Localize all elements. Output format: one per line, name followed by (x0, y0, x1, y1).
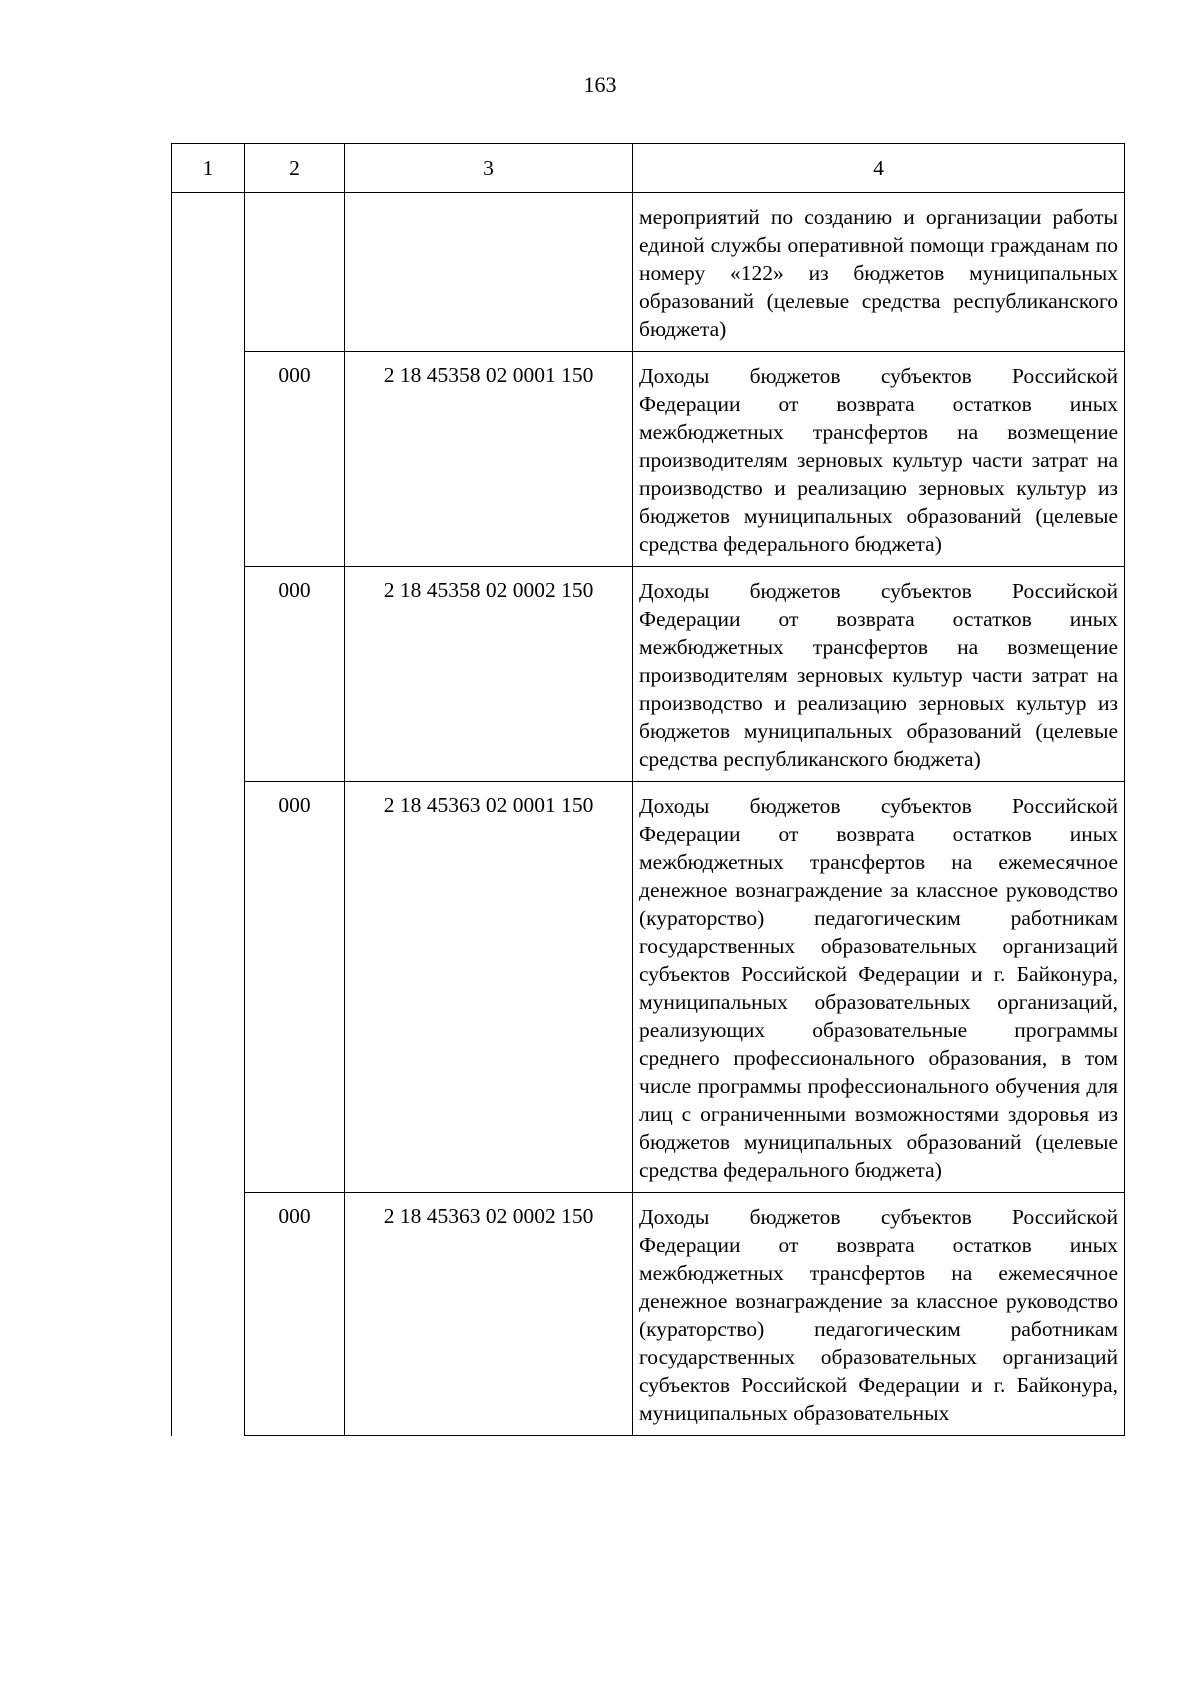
table-header-row (172, 144, 1125, 193)
table-cell-description: Доходы бюджетов субъектов Российской Федерации от возврата остатков иных межбюджетных трансфертов на возмещение производителям зерновых культур части затрат на производство и реализацию зерновых культур из бюджетов муниципальных образований (целевые средства федерального бюджета) (633, 352, 1125, 567)
page-number: 163 (583, 72, 617, 97)
table-row (172, 1193, 1125, 1436)
header-col-2: 2 (245, 144, 345, 193)
table-cell-description: Доходы бюджетов субъектов Российской Федерации от возврата остатков иных межбюджетных трансфертов на ежемесячное денежное вознаграждение за классное руководство (кураторство) педагогическим работникам государственных образовательных организаций субъектов Российской Федерации и г. Байконура, муниципальных образовательных (633, 1193, 1125, 1436)
table-row (172, 193, 1125, 352)
table-cell-admin-code: 000 (245, 782, 345, 1193)
table-cell-admin-code: 000 (245, 352, 345, 567)
table-cell-revenue-code: 2 18 45358 02 0002 150 (345, 567, 633, 782)
table-cell-admin-code: 000 (245, 567, 345, 782)
table-cell-description: Доходы бюджетов субъектов Российской Федерации от возврата остатков иных межбюджетных трансфертов на ежемесячное денежное вознаграждение за классное руководство (кураторство) педагогическим работникам государственных образовательных организаций субъектов Российской Федерации и г. Байконура, муниципальных образовательных организаций, реализующих образовательные программы среднего профессионального образования, в том числе программы профессионального обучения для лиц с ограниченными возможностями здоровья из бюджетов муниципальных образований (целевые средства федерального бюджета) (633, 782, 1125, 1193)
table-row (172, 782, 1125, 1193)
table-cell-revenue-code: 2 18 45363 02 0001 150 (345, 782, 633, 1193)
table-row (172, 352, 1125, 567)
revenue-codes-table (171, 143, 1125, 1436)
table-cell-admin-code (245, 193, 345, 352)
table-cell-revenue-code: 2 18 45358 02 0001 150 (345, 352, 633, 567)
header-col-3: 3 (345, 144, 633, 193)
table-cell-description: Доходы бюджетов субъектов Российской Федерации от возврата остатков иных межбюджетных трансфертов на возмещение производителям зерновых культур части затрат на производство и реализацию зерновых культур из бюджетов муниципальных образований (целевые средства республиканского бюджета) (633, 567, 1125, 782)
table-cell-admin-code: 000 (245, 1193, 345, 1436)
table-row (172, 567, 1125, 782)
header-col-1: 1 (172, 144, 245, 193)
table-cell-description: мероприятий по созданию и организации работы единой службы оперативной помощи гражданам по номеру «122» из бюджетов муниципальных образований (целевые средства республиканского бюджета) (633, 193, 1125, 352)
table-cell-revenue-code (345, 193, 633, 352)
table-cell-revenue-code: 2 18 45363 02 0002 150 (345, 1193, 633, 1436)
table-cell-col1 (172, 193, 245, 1436)
header-col-4: 4 (633, 144, 1125, 193)
